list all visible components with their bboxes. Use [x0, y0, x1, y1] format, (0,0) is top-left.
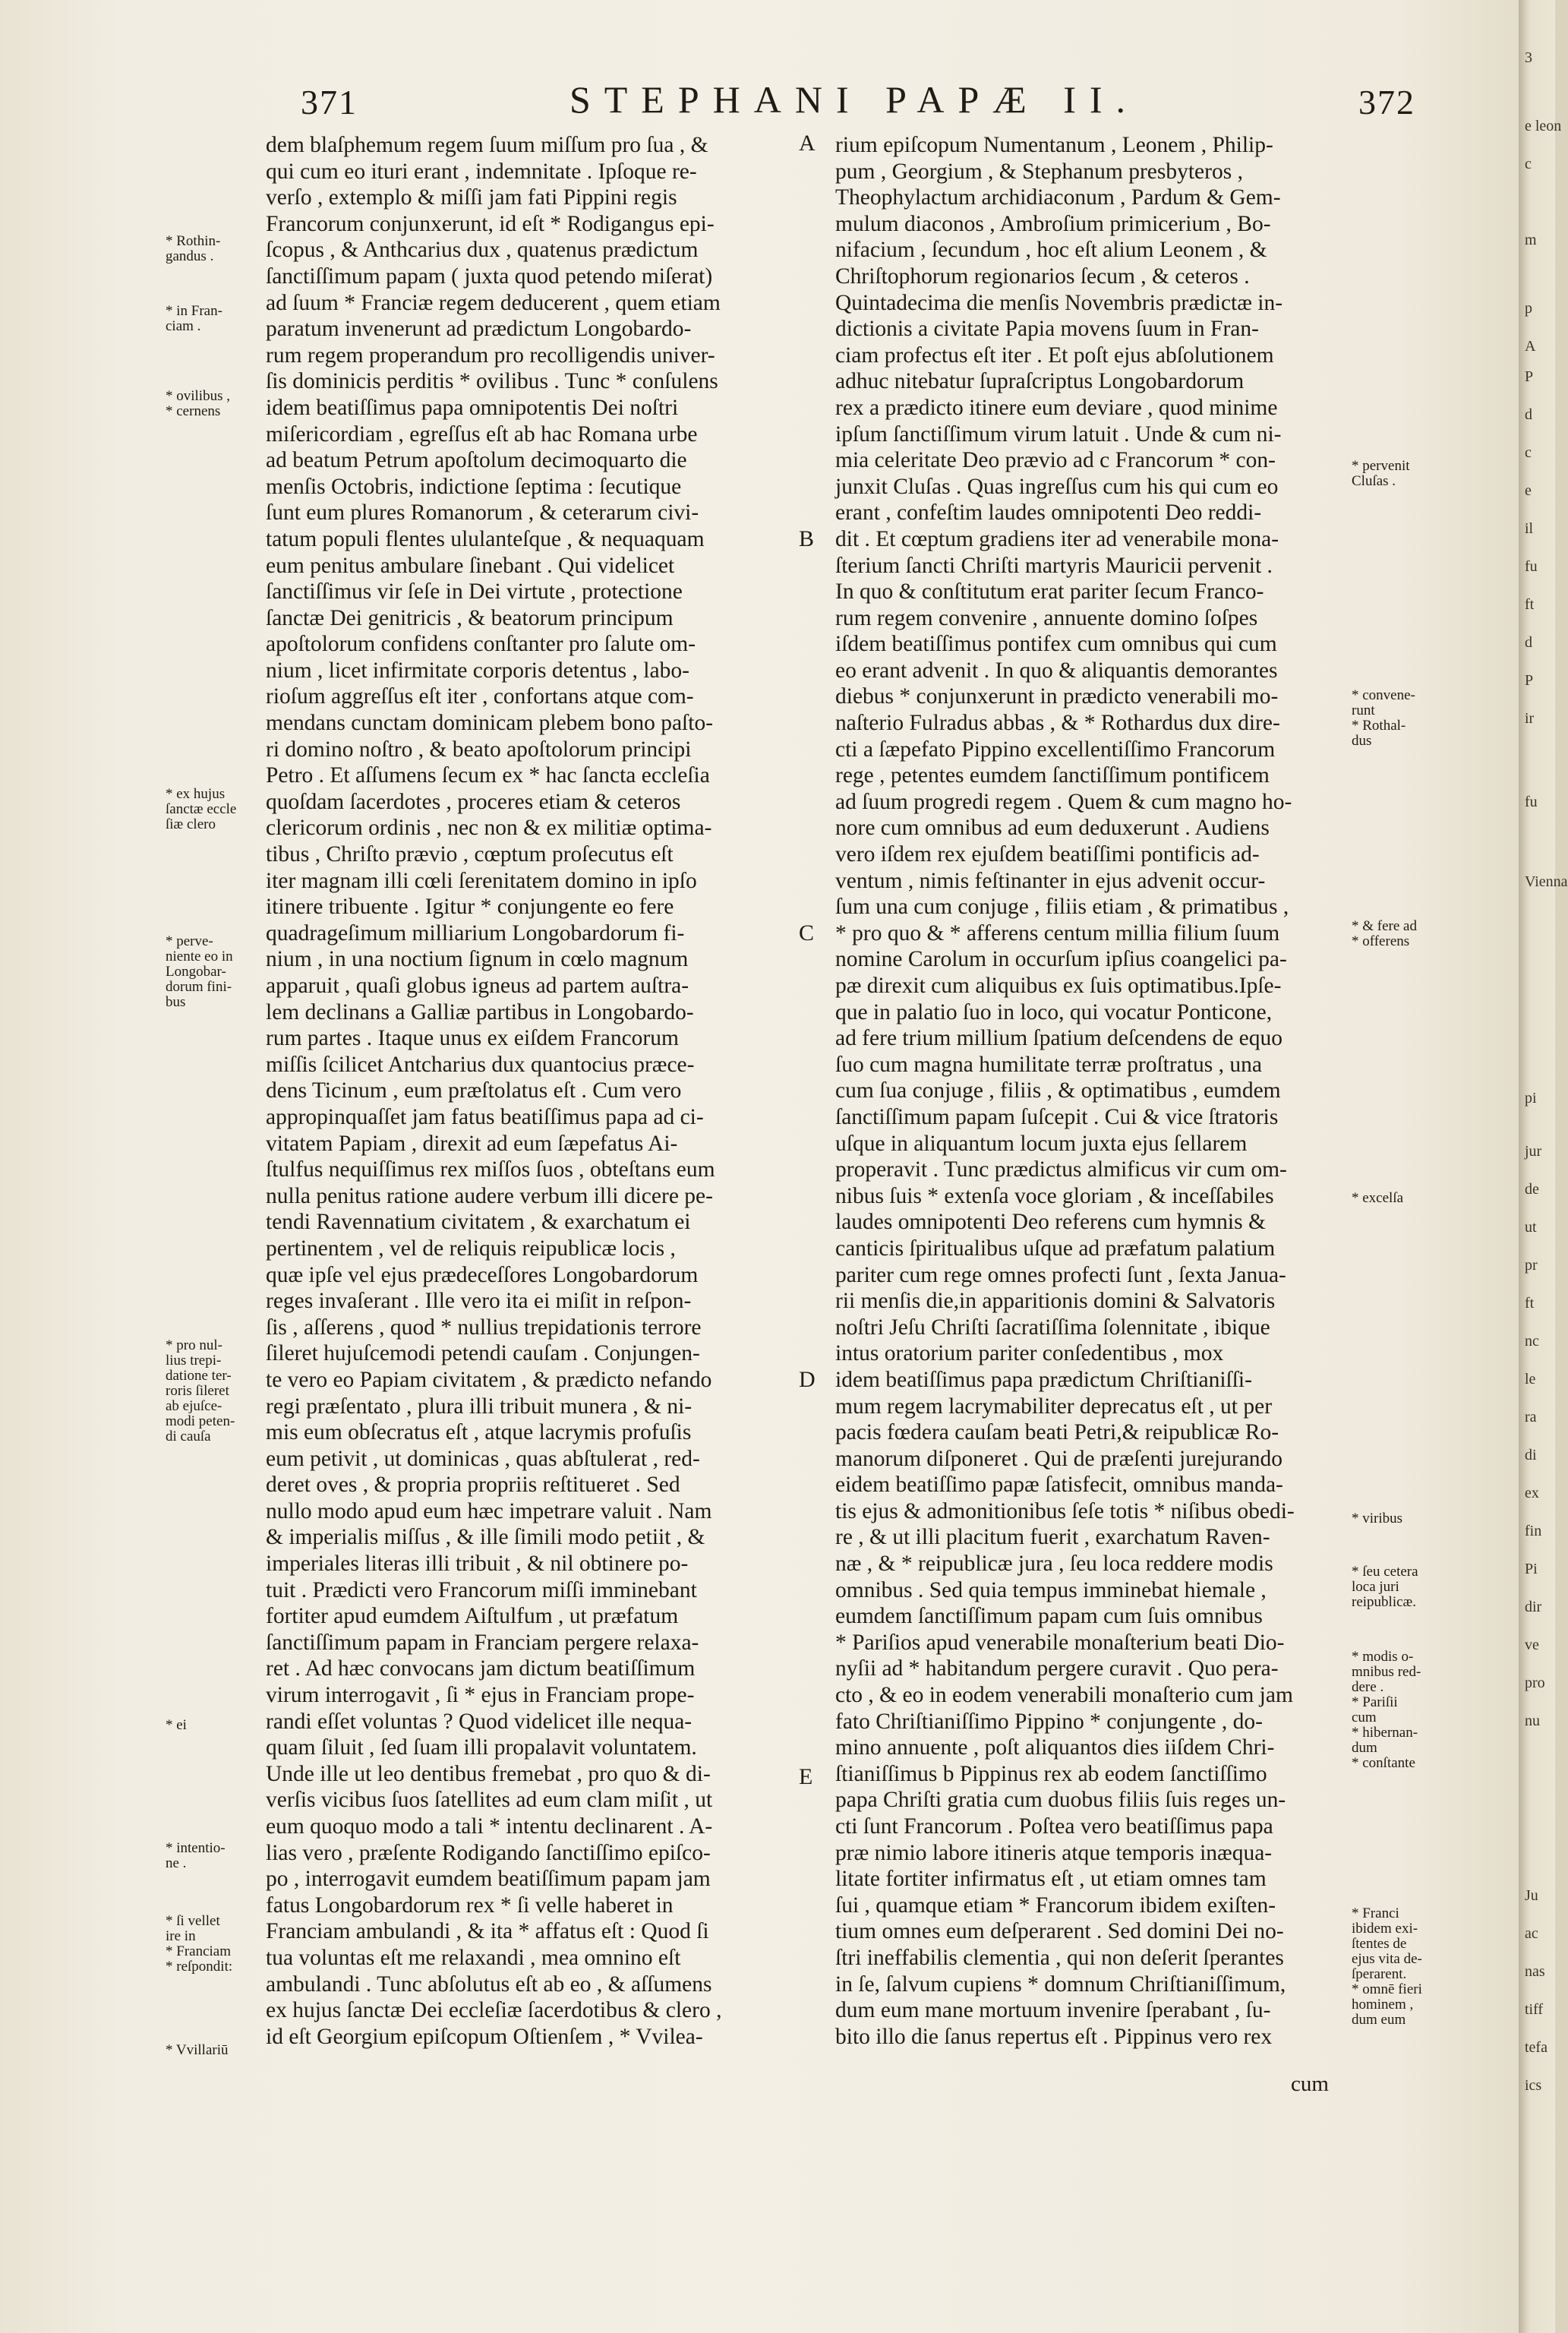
text-line: erant , confeſtim laudes omnipotenti Deo reddi-	[835, 500, 1262, 526]
text-line: nium , in una noctium ſignum in cœlo magnum	[266, 947, 689, 972]
adjacent-page-fragment: Ju	[1525, 1887, 1538, 1904]
text-line: que in palatio ſuo in loco, qui vocatur Ponticone,	[835, 999, 1273, 1024]
text-line: fato Chriſtianiſſimo Pippino * conjungente , do-	[835, 1709, 1263, 1734]
text-line: eidem beatiſſimo papæ ſatisfecit, omnibus manda-	[835, 1473, 1283, 1498]
adjacent-page-fragment: 3	[1525, 49, 1532, 66]
margin-note: * ei	[166, 1717, 187, 1733]
adjacent-page-fragment: tefa	[1525, 2039, 1547, 2056]
adjacent-page-fragment: il	[1525, 520, 1534, 537]
text-line: ſanctæ Dei genitricis , & beatorum principum	[266, 605, 674, 630]
text-line: uſque in aliquantum locum juxta ejus ſellarem	[835, 1131, 1248, 1156]
text-line: mendans cunctam dominicam plebem bono paſto-	[266, 711, 714, 736]
text-line: Theophylactum archidiaconum , Pardum & Gem-	[835, 185, 1281, 210]
adjacent-page-fragment: P	[1525, 368, 1534, 385]
text-line: ſuo cum magna humilitate terræ proſtratus , una	[835, 1052, 1262, 1077]
adjacent-page-fragment: dir	[1525, 1599, 1542, 1615]
text-line: tium omnes eum deſperarent . Sed domini Dei no-	[835, 1919, 1284, 1944]
text-line: ciam profectus eſt iter . Et poſt ejus abſolutionem	[835, 343, 1274, 368]
text-line: re , & ut illi placitum fuerit , exarchatum Raven-	[835, 1525, 1270, 1550]
text-line: id eſt Georgium epiſcopum Oſtienſem , * Vvilea-	[266, 2024, 703, 2049]
margin-note: * viribus	[1352, 1511, 1403, 1526]
text-line: verſis vicibus ſuos ſatellites ad eum clam miſit , ut	[266, 1788, 713, 1813]
adjacent-page-fragment: ve	[1525, 1637, 1539, 1653]
adjacent-page-fragment: m	[1525, 232, 1537, 248]
margin-note: * convene- runt * Rothal- dus	[1352, 687, 1415, 749]
text-line: ſui , quamque etiam * Francorum ibidem exiſten-	[835, 1893, 1276, 1918]
margin-note: * ſeu cetera loca juri reipublicæ.	[1352, 1564, 1418, 1610]
text-line: apparuit , quaſi globus igneus ad partem auſtra-	[266, 974, 689, 998]
catchword: cum	[1291, 2072, 1329, 2096]
text-line: imperiales literas illi tribuit , & nil obtinere po-	[266, 1552, 689, 1577]
margin-note: * Franci ibidem exi- ſtentes de ejus vita de- ſperarent. * omnē fieri hominem , dum eum	[1352, 1905, 1422, 2028]
text-line: idem beatiſſimus papa prædictum Chriſtianiſſi-	[835, 1367, 1252, 1392]
margin-note: * ex hujus ſanctæ eccle ſiæ clero	[166, 786, 237, 832]
text-line: Chriſtophorum regionarios ſecum , & ceteros .	[835, 264, 1250, 289]
adjacent-page-fragment: de	[1525, 1181, 1539, 1198]
text-line: paratum invenerunt ad prædictum Longobardo-	[266, 317, 692, 342]
margin-note: * excelſa	[1352, 1190, 1404, 1206]
text-line: dens Ticinum , eum præſtolatus eſt . Cum vero	[266, 1078, 682, 1103]
margin-note: * pervenit Cluſas .	[1352, 458, 1410, 489]
text-line: ſtulfus nequiſſimus rex miſſos ſuos , obteſtans eum	[266, 1157, 715, 1182]
text-line: mum regem lacrymabiliter deprecatus eſt , ut per	[835, 1394, 1273, 1419]
adjacent-page-fragment: e leon	[1525, 118, 1562, 134]
text-line: eo erant advenit . In quo & aliquantis demorantes	[835, 658, 1278, 683]
text-line: manorum diſponeret . Qui de præſenti jurejurando	[835, 1446, 1283, 1471]
adjacent-page-fragment: nu	[1525, 1713, 1540, 1729]
adjacent-page-fragment: A	[1525, 338, 1536, 355]
text-line: iter magnam illi cœli ſerenitatem domino in ipſo	[266, 868, 697, 893]
text-line: Petro . Et aſſumens ſecum ex * hac ſancta eccleſia	[266, 763, 710, 788]
adjacent-page-fragment: tiff	[1525, 2001, 1544, 2018]
text-line: nium , licet infirmitate corporis detentus , labo-	[266, 658, 689, 683]
text-line: præ nimio labore itineris atque temporis inæqua-	[835, 1840, 1273, 1865]
text-line: mino annuente , poſt aliquantos dies iiſdem Chri-	[835, 1735, 1275, 1760]
adjacent-page-fragment: c	[1525, 156, 1532, 172]
text-line: eum penitus ambulare ſinebant . Qui videlicet	[266, 553, 675, 578]
text-line: vero iſdem rex ejuſdem beatiſſimi pontificis ad-	[835, 842, 1260, 867]
text-line: miſericordiam , egreſſus eſt ab hac Romana urbe	[266, 421, 698, 447]
text-line: regi præſentato , plura illi tribuit munera , & ni-	[266, 1394, 693, 1419]
adjacent-page-fragment: fu	[1525, 558, 1538, 575]
text-line: diebus * conjunxerunt in prædicto venerabili mo-	[835, 684, 1279, 709]
text-line: intus oratorium pariter conſedentibus , mox	[835, 1341, 1224, 1366]
adjacent-page-fragment: ra	[1525, 1409, 1537, 1425]
text-line: tendi Ravennatium civitatem , & exarchatum ei	[266, 1210, 691, 1235]
text-line: ſunt eum plures Romanorum , & ceterarum civi-	[266, 500, 699, 526]
text-line: ambulandi . Tunc abſolutus eſt ab eo , & aſſumens	[266, 1972, 712, 1997]
text-line: iſdem beatiſſimus pontifex cum omnibus qui cum	[835, 632, 1277, 657]
text-line: ſtianiſſimus b Pippinus rex ab eodem ſanctiſſimo	[835, 1761, 1267, 1786]
adjacent-page-fragment: Vienna	[1525, 873, 1568, 890]
text-line: nifacium , ſecundum , hoc eſt alium Leonem , &	[835, 238, 1267, 263]
text-line: tis ejus & admonitionibus ſeſe totis * niſibus obedi-	[835, 1498, 1295, 1523]
left-text-column	[266, 132, 797, 2050]
text-line: nullo modo apud eum hæc impetrare valuit . Nam	[266, 1498, 712, 1523]
margin-note: * intentio- ne .	[166, 1840, 226, 1871]
text-line: cti ſunt Francorum . Poſtea vero beatiſſimus papa	[835, 1814, 1273, 1839]
text-line: pariter cum rege omnes profecti ſunt , ſexta Janua-	[835, 1262, 1286, 1287]
page-header	[289, 67, 1420, 128]
margin-note: * ovilibus , * cernens	[166, 388, 230, 419]
text-line: dictionis a civitate Papia movens ſuum in Fran-	[835, 317, 1259, 342]
section-letter: E	[799, 1764, 813, 1789]
section-letter: C	[799, 920, 815, 946]
text-line: rum regem properandum pro recolligendis univer-	[266, 343, 715, 368]
text-line: cti a ſæpefato Pippino excellentiſſimo Francorum	[835, 737, 1276, 762]
adjacent-page-fragment: c	[1525, 444, 1532, 461]
text-line: ſterium ſancti Chriſti martyris Mauricii pervenit .	[835, 553, 1273, 578]
text-line: po , interrogavit eumdem beatiſſimum papam jam	[266, 1867, 711, 1892]
text-line: Quintadecima die menſis Novembris prædictæ in-	[835, 290, 1283, 315]
text-line: papa Chriſti gratia cum duobus filiis ſuis reges un-	[835, 1788, 1286, 1813]
adjacent-page-fragment: fu	[1525, 794, 1538, 810]
text-line: naſterio Fulradus abbas , & * Rothardus dux dire-	[835, 711, 1280, 736]
text-line: ſis , aſſerens , quod * nullius trepidationis terrore	[266, 1315, 702, 1340]
adjacent-page-fragment: ft	[1525, 596, 1535, 613]
text-line: ſum una cum conjuge , filiis etiam , & primatibus ,	[835, 895, 1289, 920]
text-line: ri domino noſtro , & beato apoſtolorum principi	[266, 737, 692, 762]
text-line: Unde ille ut leo dentibus fremebat , pro quo & di-	[266, 1761, 711, 1786]
adjacent-page-fragment: Pi	[1525, 1561, 1538, 1577]
text-line: ad fere trium millium ſpatium deſcendens de equo	[835, 1026, 1283, 1051]
text-line: bito illo die ſanus repertus eſt . Pippinus vero rex	[835, 2024, 1273, 2049]
text-line: cum ſua conjuge , filiis , & optimatibus , eumdem	[835, 1078, 1281, 1103]
text-line: ret . Ad hæc convocans jam dictum beatiſſimum	[266, 1656, 696, 1681]
text-line: eum petivit , ut dominicas , quas abſtulerat , red-	[266, 1446, 700, 1471]
text-line: ſanctiſſimum papam in Franciam pergere relaxa-	[266, 1630, 699, 1655]
text-line: dit . Et cœptum gradiens iter ad venerabile mona-	[835, 526, 1279, 551]
text-line: idem beatiſſimus papa omnipotentis Dei noſtri	[266, 395, 679, 420]
text-line: ſcopus , & Anthcarius dux , quatenus prædictum	[266, 238, 699, 263]
text-line: rum regem convenire , annuente domino ſoſpes	[835, 605, 1258, 630]
adjacent-page-fragment: ir	[1525, 710, 1535, 727]
text-line: te vero eo Papiam civitatem , & prædicto nefando	[266, 1367, 712, 1392]
text-line: rum partes . Itaque unus ex eiſdem Francorum	[266, 1026, 679, 1051]
text-line: vitatem Papiam , direxit ad eum ſæpefatus Ai-	[266, 1131, 678, 1156]
adjacent-page-fragment: ex	[1525, 1485, 1539, 1501]
text-line: ſanctiſſimus vir ſeſe in Dei virtute , protectione	[266, 579, 683, 605]
text-line: noſtri Jeſu Chriſti ſacratiſſima ſolennitate , ibique	[835, 1315, 1270, 1340]
text-line: * Pariſios apud venerabile monaſterium beati Dio-	[835, 1630, 1285, 1655]
margin-note: * & fere ad * offerens	[1352, 918, 1417, 949]
margin-note: * pro nul- lius trepi- datione ter- roris ſileret ab ejuſce- modi peten- di cauſa	[166, 1337, 235, 1444]
text-line: rium epiſcopum Numentanum , Leonem , Philip-	[835, 133, 1273, 157]
text-line: quæ ipſe vel ejus prædeceſſores Longobardorum	[266, 1262, 699, 1287]
text-line: litate fortiter infirmatus eſt , ut etiam omnes tam	[835, 1867, 1267, 1892]
text-line: itinere tribuente . Igitur * conjungente eo fere	[266, 895, 674, 920]
text-line: nomine Carolum in occurſum ipſius coangelici pa-	[835, 947, 1287, 972]
text-line: pertinentem , vel de reliquis reipublicæ locis ,	[266, 1236, 676, 1261]
text-line: ſanctiſſimum papam ſuſcepit . Cui & vice ſtratoris	[835, 1104, 1279, 1129]
adjacent-page-fragment: pro	[1525, 1675, 1545, 1691]
text-line: junxit Cluſas . Quas ingreſſus cum his qui cum eo	[835, 474, 1279, 499]
text-line: In quo & conſtitutum erat pariter ſecum Franco-	[835, 579, 1264, 605]
text-line: rex a prædicto itinere eum deviare , quod minime	[835, 395, 1278, 420]
margin-note: * modis o- mnibus red- dere . * Pariſii cum * hibernan- dum * conſtante	[1352, 1649, 1421, 1771]
text-line: quam ſiluit , ſed ſuam illi propalavit voluntatem.	[266, 1735, 697, 1760]
text-line: ſtri ineffabilis clementia , qui non deſerit ſperantes	[835, 1945, 1284, 1970]
text-line: eum quoquo modo a tali * intentu declinarent . A-	[266, 1814, 713, 1839]
text-line: quadrageſimum milliarium Longobardorum fi-	[266, 920, 685, 946]
text-line: canticis ſpiritualibus uſque ad præfatum palatium	[835, 1236, 1276, 1261]
adjacent-page-fragment: ft	[1525, 1295, 1535, 1312]
text-line: cto , & eo in eodem venerabili monaſterio cum jam	[835, 1683, 1293, 1708]
text-line: miſſis ſcilicet Antcharius dux quantocius præce-	[266, 1052, 695, 1077]
margin-note: * perve- niente eo in Longobar- dorum fini- bus	[166, 933, 233, 1010]
text-line: clericorum ordinis , nec non & ex militiæ optima-	[266, 816, 712, 841]
adjacent-page-fragment: fin	[1525, 1523, 1542, 1539]
text-line: verſo , extemplo & miſſi jam fati Pippini regis	[266, 185, 677, 210]
text-line: mis eum obſecratus eſt , atque lacrymis profuſis	[266, 1420, 692, 1445]
text-line: ipſum ſanctiſſimum virum latuit . Unde & cum ni-	[835, 421, 1282, 447]
text-line: dem blaſphemum regem ſuum miſſum pro ſua , &	[266, 133, 708, 157]
text-line: nyſii ad * habitandum pergere curavit . Quo pera-	[835, 1656, 1279, 1681]
right-text-column	[835, 132, 1359, 2050]
text-line: tatum populi flentes ululanteſque , & nequaquam	[266, 526, 705, 551]
margin-note: * Vvillariū	[166, 2042, 229, 2058]
text-line: ex hujus ſanctæ Dei eccleſiæ ſacerdotibus & clero ,	[266, 1998, 722, 2023]
text-line: ſanctiſſimum papam ( juxta quod petendo miſerat)	[266, 264, 713, 289]
adjacent-page-fragment: pr	[1525, 1257, 1538, 1274]
text-line: ad ſuum progredi regem . Quem & cum magno ho-	[835, 789, 1292, 814]
text-line: nibus ſuis * extenſa voce gloriam , & inceſſabiles	[835, 1183, 1274, 1208]
text-line: lem declinans a Galliæ partibus in Longobardo-	[266, 999, 694, 1024]
text-line: rii menſis die,in apparitionis domini & Salvatoris	[835, 1289, 1276, 1314]
text-line: pæ direxit cum aliquibus ex ſuis optimatibus.Ipſe-	[835, 974, 1282, 998]
text-line: tuit . Prædicti vero Francorum miſſi imminebant	[266, 1577, 697, 1602]
text-line: & imperialis miſſus , & ille ſimili modo petiit , &	[266, 1525, 705, 1550]
text-line: Franciam ambulandi , & ita * affatus eſt : Quod ſi	[266, 1919, 709, 1944]
adjacent-page-fragment: jur	[1525, 1143, 1542, 1160]
running-title: STEPHANI PAPÆ II.	[569, 78, 1140, 121]
text-line: menſis Octobris, indictione ſeptima : ſecutique	[266, 474, 682, 499]
section-letter: D	[799, 1367, 816, 1392]
text-line: randi eſſet voluntas ? Quod videlicet ille nequa-	[266, 1709, 693, 1734]
margin-note: * Rothin- gandus .	[166, 233, 221, 264]
text-line: properavit . Tunc prædictus almificus vir cum om-	[835, 1157, 1287, 1182]
adjacent-page-edge	[1519, 0, 1568, 2333]
section-letter: B	[799, 526, 815, 551]
text-line: ſileret hujuſcemodi petendi cauſam . Conjungen-	[266, 1341, 700, 1366]
text-line: tua voluntas eſt me relaxandi , mea omnino eſt	[266, 1945, 681, 1970]
text-line: reges invaſerant . Ille vero ita ei miſit in reſpon-	[266, 1289, 692, 1314]
text-line: mia celeritate Deo prævio ad c Francorum * con-	[835, 448, 1276, 473]
text-line: adhuc nitebatur ſupraſcriptus Longobardorum	[835, 369, 1245, 394]
text-line: * pro quo & * afferens centum millia filium ſuum	[835, 920, 1280, 946]
adjacent-page-fragment: d	[1525, 634, 1532, 651]
adjacent-page-fragment: di	[1525, 1447, 1537, 1463]
adjacent-page-fragment: p	[1525, 300, 1532, 317]
text-line: nore cum omnibus ad eum deduxerunt . Audiens	[835, 816, 1270, 841]
right-page-number: 372	[1358, 83, 1415, 122]
text-line: qui cum eo ituri erant , indemnitate . Ipſoque re-	[266, 159, 697, 184]
text-line: ad beatum Petrum apoſtolum decimoquarto die	[266, 448, 687, 473]
text-line: fatus Longobardorum rex * ſi velle haberet in	[266, 1893, 674, 1918]
text-line: rege , petentes eumdem ſanctiſſimum pontificem	[835, 763, 1270, 788]
left-page-number: 371	[301, 83, 358, 122]
adjacent-page-fragment: e	[1525, 482, 1532, 499]
text-line: Francorum conjunxerunt, id eſt * Rodigangus epi-	[266, 211, 715, 236]
text-line: fortiter apud eumdem Aiſtulfum , ut præfatum	[266, 1604, 679, 1629]
adjacent-page-fragment: pi	[1525, 1090, 1537, 1107]
text-line: in ſe, ſalvum cupiens * domnum Chriſtianiſſimum,	[835, 1972, 1286, 1997]
text-line: ad ſuum * Franciæ regem deducerent , quem etiam	[266, 290, 721, 315]
adjacent-page-fragment: d	[1525, 406, 1532, 423]
text-line: dum eum mane mortuum invenire ſperabant , ſu-	[835, 1998, 1271, 2023]
adjacent-page-fragment: ac	[1525, 1925, 1538, 1942]
text-line: quoſdam ſacerdotes , proceres etiam & ceteros	[266, 789, 681, 814]
text-line: mulum diaconos , Ambroſium primicerium , Bo-	[835, 211, 1271, 236]
text-line: appropinquaſſet jam fatus beatiſſimus papa ad ci-	[266, 1104, 704, 1129]
text-line: lias vero , præſente Rodigando ſanctiſſimo epiſco-	[266, 1840, 711, 1865]
adjacent-page-fragment: ut	[1525, 1219, 1537, 1236]
text-line: ſis dominicis perditis * ovilibus . Tunc * conſulens	[266, 369, 718, 394]
text-line: deret oves , & propria propriis reſtitueret . Sed	[266, 1473, 680, 1498]
text-line: pacis fœdera cauſam beati Petri,& reipublicæ Ro-	[835, 1420, 1279, 1445]
text-line: omnibus . Sed quia tempus imminebat hiemale ,	[835, 1577, 1267, 1602]
section-letter: A	[799, 131, 816, 156]
text-line: eumdem ſanctiſſimum papam cum ſuis omnibus	[835, 1604, 1263, 1629]
text-line: tibus , Chriſto prævio , cœptum proſecutus eſt	[266, 842, 674, 867]
text-line: næ , & * reipublicæ jura , ſeu loca reddere modis	[835, 1552, 1273, 1577]
text-line: laudes omnipotenti Deo referens cum hymnis &	[835, 1210, 1266, 1235]
text-line: pum , Georgium , & Stephanum presbyteros ,	[835, 159, 1243, 184]
adjacent-page-fragment: nas	[1525, 1963, 1545, 1980]
adjacent-page-fragment: le	[1525, 1371, 1536, 1387]
adjacent-page-fragment: ics	[1525, 2077, 1542, 2094]
adjacent-page-fragment: P	[1525, 672, 1534, 689]
margin-note: * ſi vellet ire in * Franciam * reſpondit:	[166, 1913, 233, 1975]
text-line: ventum , nimis feſtinanter in ejus advenit occur-	[835, 868, 1266, 893]
text-line: nulla penitus ratione audere verbum illi dicere pe-	[266, 1183, 713, 1208]
text-line: apoſtolorum confidens conſtanter pro ſalute om-	[266, 632, 696, 657]
text-line: virum interrogavit , ſi * ejus in Franciam prope-	[266, 1683, 695, 1708]
margin-note: * in Fran- ciam .	[166, 303, 222, 334]
adjacent-page-fragment: nc	[1525, 1333, 1539, 1350]
text-line: rioſum aggreſſus eſt iter , confortans atque com-	[266, 684, 694, 709]
